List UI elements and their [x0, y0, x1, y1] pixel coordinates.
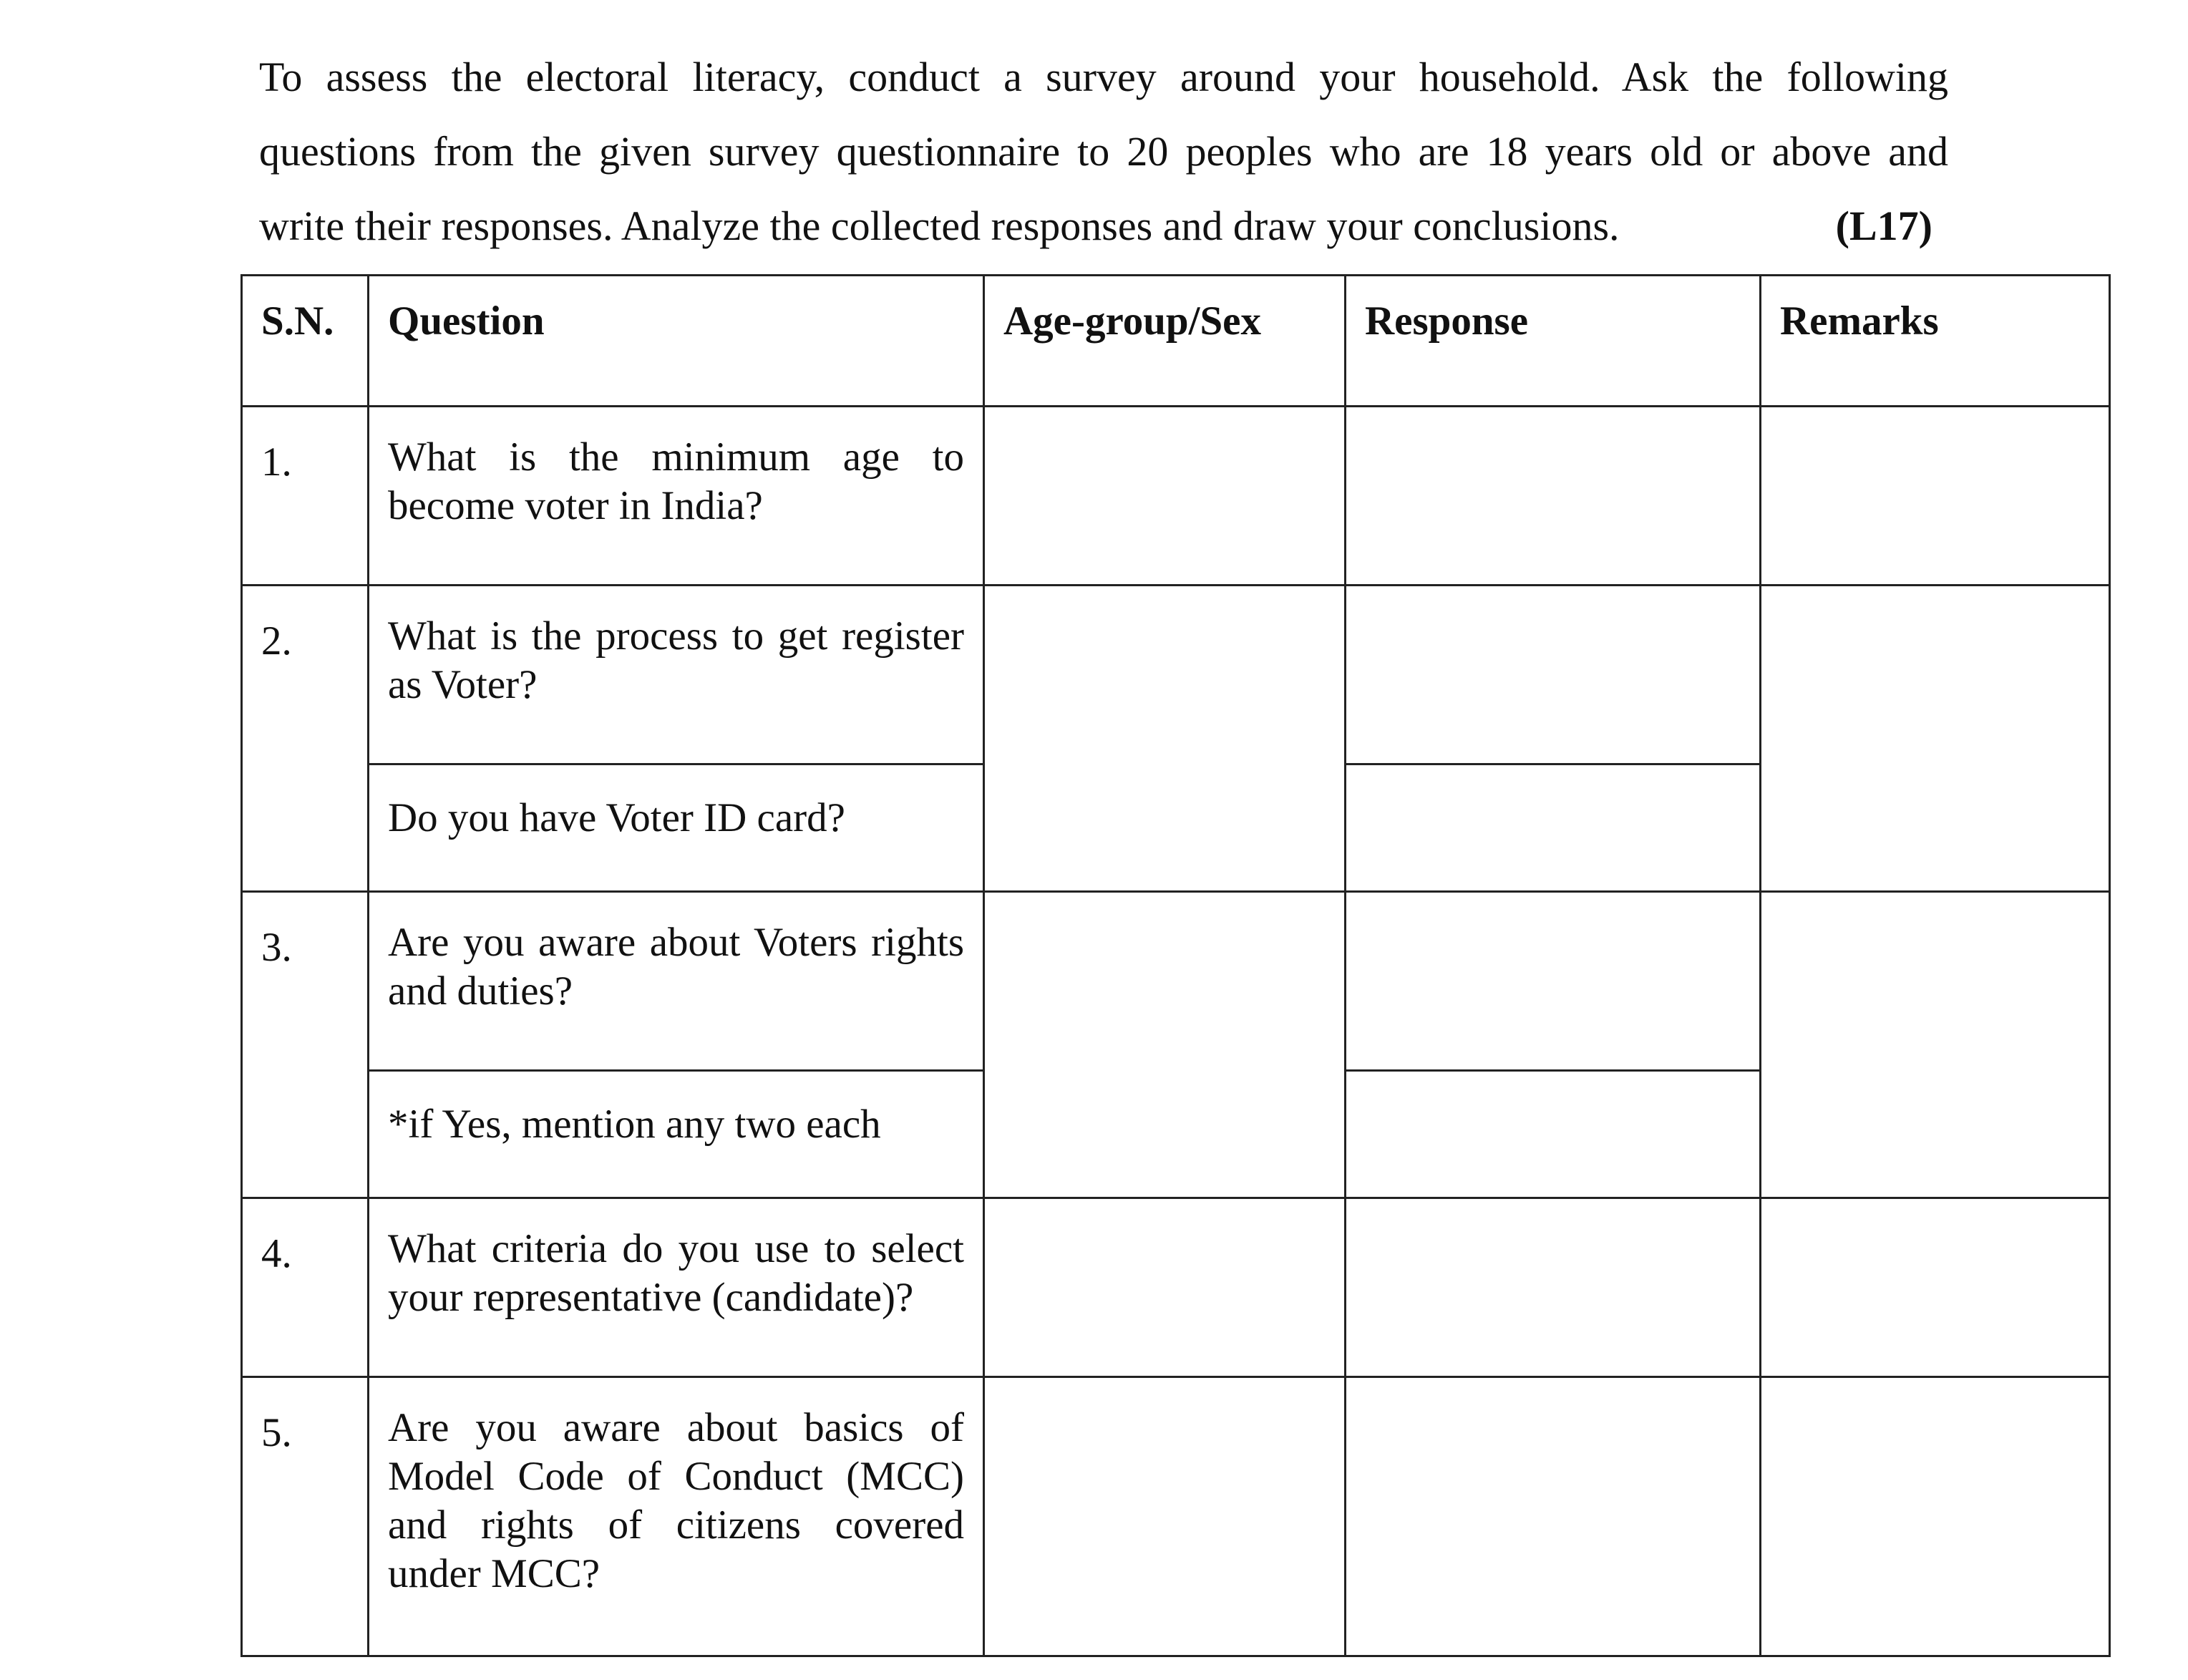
- sub-question-text: Do you have Voter ID card?: [388, 795, 845, 840]
- question-text: Are you aware about Voters rights and duties?: [388, 920, 964, 1014]
- instructions-paragraph: [259, 40, 1948, 263]
- table-row: [242, 1198, 2110, 1377]
- sn-cell: [242, 1198, 369, 1377]
- sn-label: 2.: [261, 618, 292, 664]
- instructions-line-1: To assess the electoral literacy, conduct a survey around your household. Ask the following: [259, 54, 1948, 100]
- header-remarks: [1761, 276, 2110, 407]
- sn-label: 1.: [261, 440, 292, 485]
- sn-cell: [242, 892, 369, 1198]
- sn-label: 4.: [261, 1231, 292, 1276]
- sub-question-cell: [369, 764, 984, 892]
- age-sex-cell[interactable]: [984, 407, 1346, 586]
- header-question: [369, 276, 984, 407]
- instructions-line-2: questions from the given survey questionnaire to 20 peoples who are 18 years old or above and: [259, 128, 1948, 175]
- sn-cell: [242, 586, 369, 892]
- header-question-label: Question: [388, 298, 545, 344]
- header-sn-label: S.N.: [261, 298, 334, 344]
- sn-cell: [242, 1377, 369, 1656]
- question-cell: [369, 1198, 984, 1377]
- question-cell: [369, 586, 984, 764]
- instructions-line-3-text: write their responses. Analyze the collected responses and draw your conclusions.: [259, 203, 1620, 249]
- question-cell: [369, 407, 984, 586]
- table-row: [242, 892, 2110, 1071]
- remarks-cell[interactable]: [1761, 1198, 2110, 1377]
- age-sex-cell[interactable]: [984, 1198, 1346, 1377]
- question-text: Are you aware about basics of Model Code of Conduct (MCC) and rights of citizens covered under MCC?: [388, 1405, 964, 1596]
- header-response: [1346, 276, 1761, 407]
- sub-question-text: *if Yes, mention any two each: [388, 1102, 881, 1147]
- question-text: What is the minimum age to become voter in India?: [388, 434, 964, 528]
- question-cell: [369, 1377, 984, 1656]
- header-age-sex: [984, 276, 1346, 407]
- survey-table: [240, 274, 2111, 1657]
- response-cell[interactable]: [1346, 1198, 1761, 1377]
- remarks-cell[interactable]: [1761, 407, 2110, 586]
- instructions-line-3: [259, 189, 1948, 263]
- table-header-row: [242, 276, 2110, 407]
- age-sex-cell[interactable]: [984, 1377, 1346, 1656]
- remarks-cell[interactable]: [1761, 586, 2110, 892]
- response-cell[interactable]: [1346, 1071, 1761, 1198]
- age-sex-cell[interactable]: [984, 586, 1346, 892]
- header-response-label: Response: [1365, 298, 1529, 344]
- table-row: [242, 407, 2110, 586]
- response-cell[interactable]: [1346, 764, 1761, 892]
- sn-label: 3.: [261, 925, 292, 970]
- lesson-code: (L17): [1835, 203, 1932, 249]
- response-cell[interactable]: [1346, 407, 1761, 586]
- remarks-cell[interactable]: [1761, 1377, 2110, 1656]
- age-sex-cell[interactable]: [984, 892, 1346, 1198]
- table-row: [242, 586, 2110, 764]
- response-cell[interactable]: [1346, 1377, 1761, 1656]
- header-remarks-label: Remarks: [1780, 298, 1939, 344]
- response-cell[interactable]: [1346, 892, 1761, 1071]
- response-cell[interactable]: [1346, 586, 1761, 764]
- header-sn: [242, 276, 369, 407]
- question-text: What is the process to get register as Voter?: [388, 613, 964, 707]
- sub-question-cell: [369, 1071, 984, 1198]
- sn-label: 5.: [261, 1410, 292, 1455]
- table-row: [242, 1377, 2110, 1656]
- header-age-sex-label: Age-group/Sex: [1003, 298, 1261, 344]
- question-text: What criteria do you use to select your representative (candidate)?: [388, 1226, 964, 1320]
- question-cell: [369, 892, 984, 1071]
- remarks-cell[interactable]: [1761, 892, 2110, 1198]
- sn-cell: [242, 407, 369, 586]
